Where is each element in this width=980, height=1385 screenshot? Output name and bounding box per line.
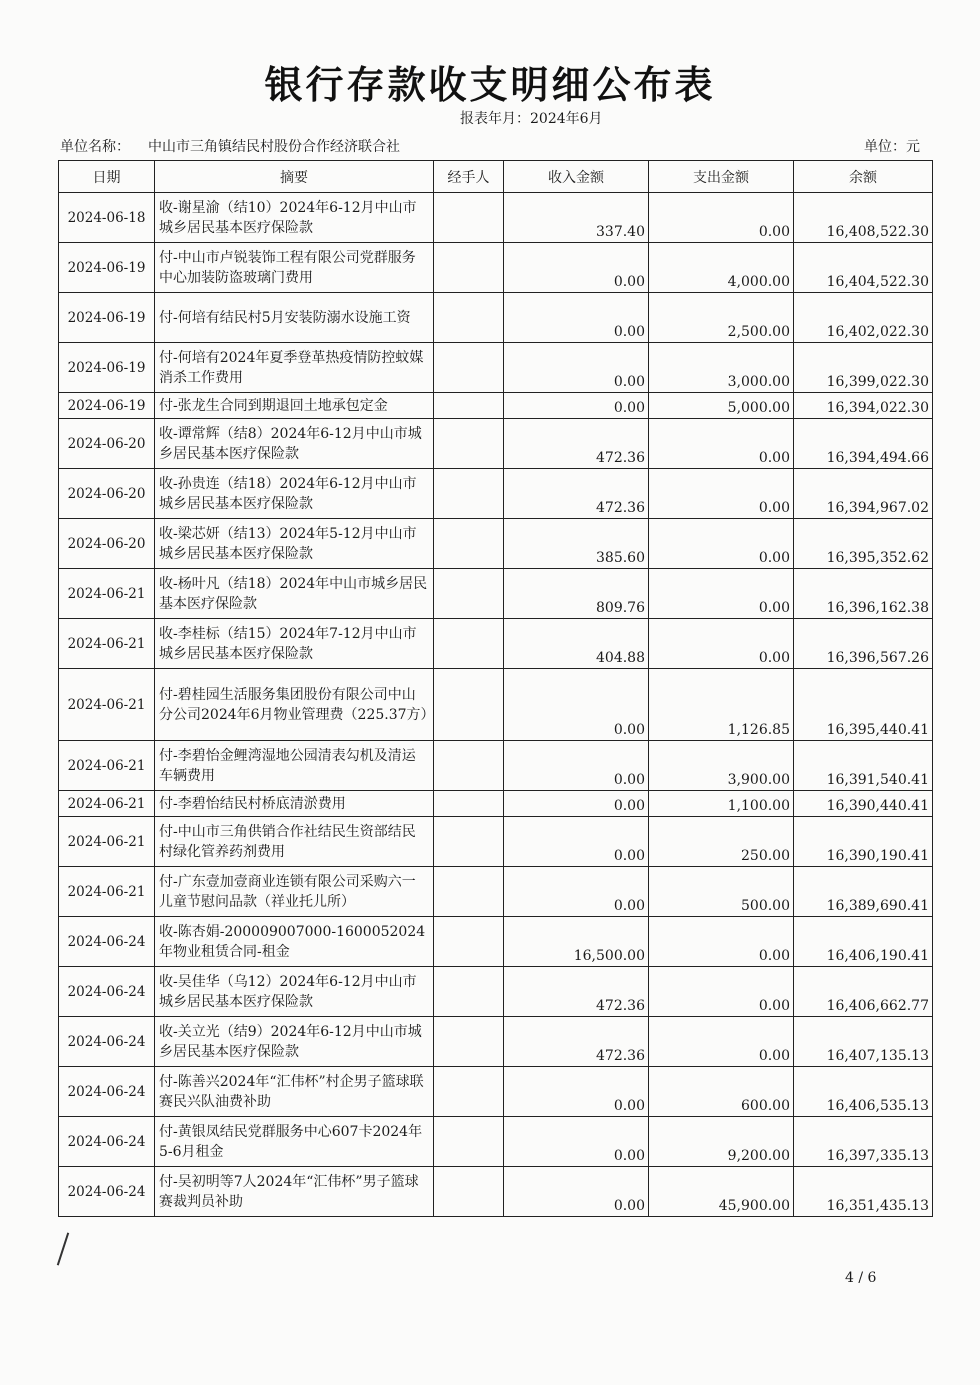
cell-summary: 付-何培有结民村5月安装防溺水设施工资 <box>155 293 434 343</box>
cell-income: 0.00 <box>504 867 649 917</box>
table-row <box>59 1117 933 1167</box>
cell-handler <box>434 817 504 867</box>
cell-income: 385.60 <box>504 519 649 569</box>
cell-summary: 收-吴佳华（乌12）2024年6-12月中山市城乡居民基本医疗保险款 <box>155 967 434 1017</box>
cell-income: 0.00 <box>504 1067 649 1117</box>
cell-handler <box>434 619 504 669</box>
table-row <box>59 469 933 519</box>
currency-unit: 单位：元 <box>864 139 920 155</box>
cell-date: 2024-06-24 <box>59 1167 155 1217</box>
cell-balance: 16,407,135.13 <box>794 1017 933 1067</box>
cell-balance: 16,394,494.66 <box>794 419 933 469</box>
cell-balance: 16,395,352.62 <box>794 519 933 569</box>
table-row <box>59 917 933 967</box>
cell-income: 472.36 <box>504 967 649 1017</box>
cell-handler <box>434 741 504 791</box>
cell-balance: 16,397,335.13 <box>794 1117 933 1167</box>
cell-balance: 16,396,567.26 <box>794 619 933 669</box>
cell-balance: 16,406,535.13 <box>794 1067 933 1117</box>
cell-income: 337.40 <box>504 193 649 243</box>
cell-income: 0.00 <box>504 393 649 419</box>
cell-date: 2024-06-21 <box>59 741 155 791</box>
cell-date: 2024-06-19 <box>59 393 155 419</box>
cell-handler <box>434 393 504 419</box>
table-row <box>59 867 933 917</box>
cell-summary: 收-谢星渝（结10）2024年6-12月中山市城乡居民基本医疗保险款 <box>155 193 434 243</box>
cell-summary: 收-谭常辉（结8）2024年6-12月中山市城乡居民基本医疗保险款 <box>155 419 434 469</box>
unit-name: 中山市三角镇结民村股份合作经济联合社 <box>148 139 400 155</box>
cell-expense: 1,126.85 <box>649 669 794 741</box>
cell-handler <box>434 243 504 293</box>
cell-handler <box>434 293 504 343</box>
cell-expense: 0.00 <box>649 1017 794 1067</box>
cell-summary: 收-杨叶凡（结18）2024年中山市城乡居民基本医疗保险款 <box>155 569 434 619</box>
cell-income: 0.00 <box>504 1117 649 1167</box>
cell-summary: 付-李碧怡金鲤湾湿地公园清表勾机及清运车辆费用 <box>155 741 434 791</box>
cell-summary: 付-陈善兴2024年“汇伟杯”村企男子篮球联赛民兴队油费补助 <box>155 1067 434 1117</box>
cell-expense: 4,000.00 <box>649 243 794 293</box>
table-row <box>59 1167 933 1217</box>
unit-name-label: 单位名称： <box>60 139 130 155</box>
cell-date: 2024-06-19 <box>59 343 155 393</box>
table-row <box>59 669 933 741</box>
cell-date: 2024-06-19 <box>59 293 155 343</box>
cell-expense: 0.00 <box>649 967 794 1017</box>
cell-income: 472.36 <box>504 419 649 469</box>
cell-balance: 16,396,162.38 <box>794 569 933 619</box>
cell-balance: 16,390,190.41 <box>794 817 933 867</box>
cell-handler <box>434 1017 504 1067</box>
table-row <box>59 967 933 1017</box>
table-row <box>59 419 933 469</box>
cell-summary: 付-吴初明等7人2024年“汇伟杯”男子篮球赛裁判员补助 <box>155 1167 434 1217</box>
cell-expense: 5,000.00 <box>649 393 794 419</box>
cell-balance: 16,395,440.41 <box>794 669 933 741</box>
cell-summary: 付-中山市卢锐装饰工程有限公司党群服务中心加装防盗玻璃门费用 <box>155 243 434 293</box>
header-date: 日期 <box>59 161 155 193</box>
cell-expense: 0.00 <box>649 569 794 619</box>
cell-balance: 16,391,540.41 <box>794 741 933 791</box>
cell-balance: 16,394,022.30 <box>794 393 933 419</box>
cell-income: 809.76 <box>504 569 649 619</box>
table-row <box>59 741 933 791</box>
cell-date: 2024-06-21 <box>59 619 155 669</box>
page-title: 银行存款收支明细公布表 <box>264 63 716 107</box>
cell-expense: 45,900.00 <box>649 1167 794 1217</box>
cell-summary: 付-中山市三角供销合作社结民生资部结民村绿化管养药剂费用 <box>155 817 434 867</box>
cell-balance: 16,402,022.30 <box>794 293 933 343</box>
cell-date: 2024-06-24 <box>59 967 155 1017</box>
cell-handler <box>434 1167 504 1217</box>
cell-expense: 1,100.00 <box>649 791 794 817</box>
header-handler: 经手人 <box>434 161 504 193</box>
cell-income: 0.00 <box>504 343 649 393</box>
cell-handler <box>434 791 504 817</box>
cell-balance: 16,389,690.41 <box>794 867 933 917</box>
cell-handler <box>434 669 504 741</box>
cell-expense: 0.00 <box>649 419 794 469</box>
cell-balance: 16,406,190.41 <box>794 917 933 967</box>
table-row <box>59 343 933 393</box>
cell-date: 2024-06-24 <box>59 1067 155 1117</box>
cell-summary: 付-张龙生合同到期退回土地承包定金 <box>155 393 434 419</box>
cell-date: 2024-06-24 <box>59 1117 155 1167</box>
cell-date: 2024-06-20 <box>59 519 155 569</box>
cell-expense: 0.00 <box>649 917 794 967</box>
ledger-body <box>59 193 933 1217</box>
cell-date: 2024-06-21 <box>59 791 155 817</box>
cell-expense: 2,500.00 <box>649 293 794 343</box>
cell-date: 2024-06-21 <box>59 817 155 867</box>
cell-balance: 16,408,522.30 <box>794 193 933 243</box>
cell-date: 2024-06-19 <box>59 243 155 293</box>
page-number: 4 / 6 <box>845 1270 877 1286</box>
cell-handler <box>434 1067 504 1117</box>
cell-date: 2024-06-20 <box>59 419 155 469</box>
cell-income: 0.00 <box>504 1167 649 1217</box>
table-row <box>59 193 933 243</box>
cell-summary: 付-广东壹加壹商业连锁有限公司采购六一儿童节慰问品款（祥业托儿所） <box>155 867 434 917</box>
header-income: 收入金额 <box>504 161 649 193</box>
unit-name-line <box>60 136 400 156</box>
cell-date: 2024-06-18 <box>59 193 155 243</box>
cell-handler <box>434 967 504 1017</box>
cell-handler <box>434 1117 504 1167</box>
cell-expense: 9,200.00 <box>649 1117 794 1167</box>
table-row <box>59 817 933 867</box>
cell-income: 0.00 <box>504 817 649 867</box>
cell-expense: 0.00 <box>649 469 794 519</box>
header-summary: 摘要 <box>155 161 434 193</box>
table-row <box>59 243 933 293</box>
table-row <box>59 569 933 619</box>
cell-summary: 收-孙贵连（结18）2024年6-12月中山市城乡居民基本医疗保险款 <box>155 469 434 519</box>
cell-income: 404.88 <box>504 619 649 669</box>
cell-expense: 0.00 <box>649 619 794 669</box>
cell-balance: 16,399,022.30 <box>794 343 933 393</box>
cell-income: 0.00 <box>504 791 649 817</box>
cell-balance: 16,404,522.30 <box>794 243 933 293</box>
cell-balance: 16,394,967.02 <box>794 469 933 519</box>
table-row <box>59 791 933 817</box>
cell-summary: 付-碧桂园生活服务集团股份有限公司中山分公司2024年6月物业管理费（225.37方） <box>155 669 434 741</box>
cell-expense: 3,900.00 <box>649 741 794 791</box>
table-row <box>59 1067 933 1117</box>
cell-date: 2024-06-24 <box>59 1017 155 1067</box>
cell-handler <box>434 519 504 569</box>
cell-expense: 0.00 <box>649 519 794 569</box>
cell-summary: 收-李桂标（结15）2024年7-12月中山市城乡居民基本医疗保险款 <box>155 619 434 669</box>
cell-expense: 500.00 <box>649 867 794 917</box>
cell-date: 2024-06-24 <box>59 917 155 967</box>
cell-handler <box>434 569 504 619</box>
cell-handler <box>434 419 504 469</box>
cell-summary: 收-梁芯妍（结13）2024年5-12月中山市城乡居民基本医疗保险款 <box>155 519 434 569</box>
cell-summary: 付-何培有2024年夏季登革热疫情防控蚊媒消杀工作费用 <box>155 343 434 393</box>
cell-income: 16,500.00 <box>504 917 649 967</box>
cell-income: 472.36 <box>504 469 649 519</box>
ledger-table <box>58 160 933 1217</box>
cell-balance: 16,390,440.41 <box>794 791 933 817</box>
cell-summary: 收-关立光（结9）2024年6-12月中山市城乡居民基本医疗保险款 <box>155 1017 434 1067</box>
cell-expense: 3,000.00 <box>649 343 794 393</box>
cell-handler <box>434 917 504 967</box>
cell-date: 2024-06-21 <box>59 669 155 741</box>
cell-expense: 0.00 <box>649 193 794 243</box>
cell-income: 0.00 <box>504 669 649 741</box>
table-row <box>59 393 933 419</box>
cell-balance: 16,351,435.13 <box>794 1167 933 1217</box>
report-period: 报表年月：2024年6月 <box>460 111 603 127</box>
cell-handler <box>434 469 504 519</box>
header-expense: 支出金额 <box>649 161 794 193</box>
cell-date: 2024-06-21 <box>59 867 155 917</box>
table-row <box>59 1017 933 1067</box>
cell-income: 472.36 <box>504 1017 649 1067</box>
cell-handler <box>434 343 504 393</box>
cell-summary: 付-黄银凤结民党群服务中心607卡2024年5-6月租金 <box>155 1117 434 1167</box>
cell-expense: 600.00 <box>649 1067 794 1117</box>
cell-expense: 250.00 <box>649 817 794 867</box>
table-row <box>59 619 933 669</box>
cell-date: 2024-06-21 <box>59 569 155 619</box>
cell-handler <box>434 193 504 243</box>
header-balance: 余额 <box>794 161 933 193</box>
cell-summary: 收-陈杏娟-200009007000-1600052024年物业租赁合同-租金 <box>155 917 434 967</box>
table-row <box>59 519 933 569</box>
cell-handler <box>434 867 504 917</box>
table-row <box>59 293 933 343</box>
cell-balance: 16,406,662.77 <box>794 967 933 1017</box>
cell-income: 0.00 <box>504 293 649 343</box>
header-row <box>59 161 933 193</box>
cell-income: 0.00 <box>504 243 649 293</box>
cell-summary: 付-李碧怡结民村桥底清淤费用 <box>155 791 434 817</box>
cell-income: 0.00 <box>504 741 649 791</box>
cell-date: 2024-06-20 <box>59 469 155 519</box>
pen-mark <box>57 1233 69 1266</box>
